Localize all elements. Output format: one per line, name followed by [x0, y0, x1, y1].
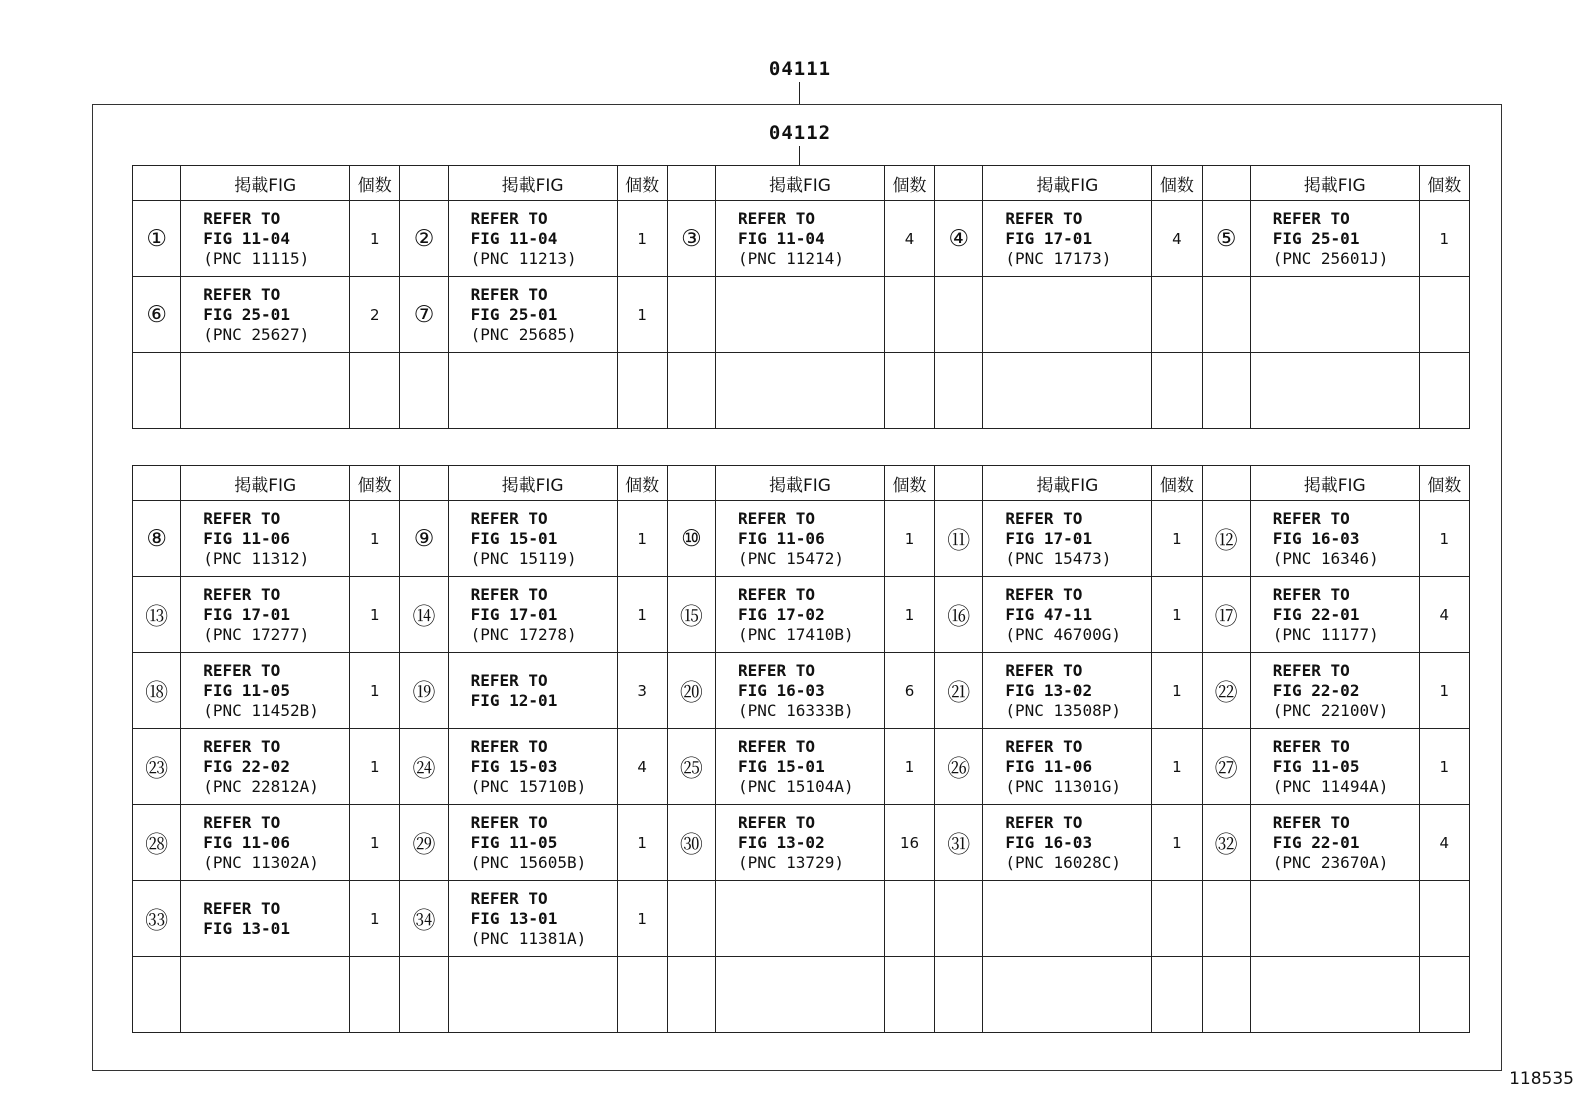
pnc-text: (PNC 15473)	[1005, 548, 1112, 568]
table-row	[133, 201, 1470, 277]
pnc-text: (PNC 15710B)	[470, 776, 587, 796]
fig-reference-cell	[716, 957, 885, 1033]
fig-number-text: FIG 22-01	[1272, 604, 1360, 624]
part-number-circle: ㉛	[935, 805, 983, 881]
pnc-text: (PNC 11115)	[203, 248, 310, 268]
quantity-cell: 1	[617, 881, 667, 957]
fig-number-text: FIG 17-01	[1005, 528, 1093, 548]
quantity-cell: 1	[350, 653, 400, 729]
header-index-cell	[935, 166, 983, 201]
pnc-text: (PNC 25627)	[203, 324, 310, 344]
refer-to-text: REFER TO	[203, 208, 281, 228]
table-row	[133, 957, 1470, 1033]
fig-reference-cell	[1250, 277, 1419, 353]
fig-number-text: FIG 11-04	[203, 228, 290, 248]
quantity-cell: 1	[617, 577, 667, 653]
part-number-circle	[1202, 957, 1250, 1033]
part-number-circle: ②	[400, 201, 448, 277]
part-number-circle: ⑧	[133, 501, 181, 577]
part-number-circle: ㉓	[133, 729, 181, 805]
part-number-circle	[400, 353, 448, 429]
quantity-cell	[884, 881, 934, 957]
fig-number-text: FIG 11-06	[738, 528, 825, 548]
part-number-circle	[667, 957, 715, 1033]
pnc-text: (PNC 11302A)	[203, 852, 319, 872]
quantity-cell	[884, 277, 934, 353]
header-fig: 掲載FIG	[716, 466, 885, 501]
fig-reference-cell	[448, 577, 617, 653]
header-fig: 掲載FIG	[983, 466, 1152, 501]
refer-to-text: REFER TO	[1005, 812, 1083, 832]
fig-number-text: FIG 15-01	[738, 756, 825, 776]
part-number-circle: ⑭	[400, 577, 448, 653]
part-number-circle	[935, 353, 983, 429]
quantity-cell: 1	[1152, 577, 1202, 653]
quantity-cell	[1419, 957, 1469, 1033]
part-number-circle: ㉗	[1202, 729, 1250, 805]
quantity-cell	[1152, 881, 1202, 957]
header-fig: 掲載FIG	[181, 166, 350, 201]
part-number-circle: ⑥	[133, 277, 181, 353]
refer-to-text: REFER TO	[470, 670, 548, 690]
header-qty: 個数	[617, 466, 667, 501]
part-number-circle: ③	[667, 201, 715, 277]
quantity-cell: 1	[884, 729, 934, 805]
table-row	[133, 353, 1470, 429]
header-fig: 掲載FIG	[448, 166, 617, 201]
pnc-text: (PNC 15119)	[470, 548, 577, 568]
quantity-cell: 4	[884, 201, 934, 277]
refer-to-text: REFER TO	[470, 284, 548, 304]
header-qty: 個数	[884, 166, 934, 201]
part-number-circle	[935, 957, 983, 1033]
part-number-circle: ⑱	[133, 653, 181, 729]
header-qty: 個数	[1419, 166, 1469, 201]
refer-to-text: REFER TO	[203, 660, 281, 680]
fig-number-text: FIG 17-01	[1005, 228, 1093, 248]
fig-reference-cell	[1250, 653, 1419, 729]
fig-reference-cell	[181, 353, 350, 429]
fig-reference-cell	[983, 501, 1152, 577]
fig-number-text: FIG 25-01	[470, 304, 558, 324]
fig-number-text: FIG 13-02	[1005, 680, 1093, 700]
quantity-cell: 1	[617, 201, 667, 277]
quantity-cell: 4	[1419, 805, 1469, 881]
refer-to-text: REFER TO	[1005, 660, 1083, 680]
refer-to-text: REFER TO	[738, 584, 816, 604]
pnc-text: (PNC 16333B)	[738, 700, 854, 720]
part-number-circle: ④	[935, 201, 983, 277]
header-fig: 掲載FIG	[1250, 466, 1419, 501]
part-number-circle: ⑰	[1202, 577, 1250, 653]
refer-to-text: REFER TO	[738, 660, 816, 680]
quantity-cell	[350, 957, 400, 1033]
quantity-cell	[884, 957, 934, 1033]
fig-reference-cell	[181, 805, 350, 881]
fig-reference-cell	[181, 577, 350, 653]
quantity-cell: 1	[1152, 729, 1202, 805]
fig-number-text: FIG 16-03	[738, 680, 825, 700]
header-qty: 個数	[617, 166, 667, 201]
fig-reference-cell	[716, 653, 885, 729]
quantity-cell: 1	[350, 501, 400, 577]
pnc-text: (PNC 17277)	[203, 624, 310, 644]
refer-to-text: REFER TO	[1005, 736, 1083, 756]
pnc-text: (PNC 11494A)	[1272, 776, 1389, 796]
quantity-cell: 1	[1152, 501, 1202, 577]
part-number-circle: ⑩	[667, 501, 715, 577]
quantity-cell: 1	[350, 729, 400, 805]
refer-to-text: REFER TO	[470, 584, 548, 604]
pnc-text: (PNC 17278)	[470, 624, 577, 644]
part-number-circle: ㉘	[133, 805, 181, 881]
quantity-cell: 1	[884, 577, 934, 653]
quantity-cell: 1	[1419, 501, 1469, 577]
part-number-circle: ㉙	[400, 805, 448, 881]
leader-line-inner	[799, 146, 800, 166]
table-row	[133, 729, 1470, 805]
part-number-circle	[935, 881, 983, 957]
part-number-circle	[400, 957, 448, 1033]
header-qty: 個数	[1419, 466, 1469, 501]
pnc-text: (PNC 15472)	[738, 548, 844, 568]
parts-table-top	[132, 165, 1470, 429]
fig-reference-cell	[983, 881, 1152, 957]
quantity-cell: 1	[1419, 201, 1469, 277]
fig-number-text: FIG 11-04	[470, 228, 558, 248]
quantity-cell	[1152, 277, 1202, 353]
fig-reference-cell	[983, 729, 1152, 805]
pnc-text: (PNC 25685)	[470, 324, 577, 344]
quantity-cell: 4	[617, 729, 667, 805]
part-number-circle: ⑨	[400, 501, 448, 577]
assembly-label-outer: 04111	[768, 58, 832, 80]
quantity-cell	[1152, 957, 1202, 1033]
fig-reference-cell	[448, 805, 617, 881]
refer-to-text: REFER TO	[738, 208, 816, 228]
part-number-circle	[133, 957, 181, 1033]
part-number-circle: ㉕	[667, 729, 715, 805]
fig-number-text: FIG 11-05	[470, 832, 558, 852]
part-number-circle: ⑫	[1202, 501, 1250, 577]
header-fig: 掲載FIG	[1250, 166, 1419, 201]
quantity-cell: 1	[1419, 653, 1469, 729]
header-index-cell	[1202, 166, 1250, 201]
table-row	[133, 881, 1470, 957]
refer-to-text: REFER TO	[738, 812, 816, 832]
fig-reference-cell	[448, 653, 617, 729]
fig-reference-cell	[181, 277, 350, 353]
fig-reference-cell	[716, 201, 885, 277]
quantity-cell	[1419, 277, 1469, 353]
part-number-circle: ㉒	[1202, 653, 1250, 729]
fig-reference-cell	[181, 729, 350, 805]
part-number-circle: ㉑	[935, 653, 983, 729]
quantity-cell	[1419, 353, 1469, 429]
fig-reference-cell	[181, 501, 350, 577]
part-number-circle	[133, 353, 181, 429]
part-number-circle	[667, 277, 715, 353]
pnc-text: (PNC 22100V)	[1272, 700, 1389, 720]
fig-reference-cell	[983, 577, 1152, 653]
fig-number-text: FIG 25-01	[1272, 228, 1360, 248]
pnc-text: (PNC 46700G)	[1005, 624, 1121, 644]
pnc-text: (PNC 17173)	[1005, 248, 1112, 268]
part-number-circle: ㉞	[400, 881, 448, 957]
fig-reference-cell	[983, 653, 1152, 729]
header-qty: 個数	[350, 166, 400, 201]
part-number-circle: ⑬	[133, 577, 181, 653]
refer-to-text: REFER TO	[203, 508, 281, 528]
part-number-circle: ㉝	[133, 881, 181, 957]
header-fig: 掲載FIG	[983, 166, 1152, 201]
quantity-cell: 1	[1152, 653, 1202, 729]
refer-to-text: REFER TO	[1272, 812, 1350, 832]
quantity-cell: 1	[884, 501, 934, 577]
fig-number-text: FIG 16-03	[1272, 528, 1360, 548]
header-index-cell	[1202, 466, 1250, 501]
header-index-cell	[133, 166, 181, 201]
fig-number-text: FIG 17-01	[470, 604, 558, 624]
fig-number-text: FIG 11-05	[1272, 756, 1360, 776]
pnc-text: (PNC 11301G)	[1005, 776, 1121, 796]
quantity-cell: 1	[350, 201, 400, 277]
part-number-circle: ①	[133, 201, 181, 277]
fig-reference-cell	[1250, 577, 1419, 653]
fig-reference-cell	[716, 577, 885, 653]
figure-number: 118535	[1509, 1069, 1574, 1089]
refer-to-text: REFER TO	[1005, 584, 1083, 604]
pnc-text: (PNC 22812A)	[203, 776, 319, 796]
fig-number-text: FIG 17-02	[738, 604, 825, 624]
part-number-circle: ㉔	[400, 729, 448, 805]
quantity-cell	[884, 353, 934, 429]
pnc-text: (PNC 25601J)	[1272, 248, 1389, 268]
part-number-circle: ⑦	[400, 277, 448, 353]
fig-number-text: FIG 15-03	[470, 756, 558, 776]
quantity-cell: 1	[1419, 729, 1469, 805]
part-number-circle	[1202, 277, 1250, 353]
header-index-cell	[667, 466, 715, 501]
refer-to-text: REFER TO	[203, 898, 281, 918]
refer-to-text: REFER TO	[203, 284, 281, 304]
header-index-cell	[935, 466, 983, 501]
quantity-cell: 1	[350, 577, 400, 653]
part-number-circle: ⑪	[935, 501, 983, 577]
pnc-text: (PNC 17410B)	[738, 624, 854, 644]
fig-number-text: FIG 25-01	[203, 304, 290, 324]
quantity-cell: 1	[350, 881, 400, 957]
pnc-text: (PNC 15605B)	[470, 852, 587, 872]
refer-to-text: REFER TO	[1272, 660, 1350, 680]
fig-reference-cell	[1250, 201, 1419, 277]
fig-number-text: FIG 11-04	[738, 228, 825, 248]
part-number-circle: ㉖	[935, 729, 983, 805]
fig-reference-cell	[181, 653, 350, 729]
part-number-circle: ⑮	[667, 577, 715, 653]
quantity-cell: 1	[1152, 805, 1202, 881]
part-number-circle	[935, 277, 983, 353]
fig-number-text: FIG 11-06	[203, 528, 290, 548]
fig-number-text: FIG 11-05	[203, 680, 290, 700]
part-number-circle	[667, 881, 715, 957]
fig-reference-cell	[181, 957, 350, 1033]
fig-reference-cell	[448, 277, 617, 353]
fig-number-text: FIG 11-06	[203, 832, 290, 852]
refer-to-text: REFER TO	[470, 812, 548, 832]
header-index-cell	[400, 466, 448, 501]
refer-to-text: REFER TO	[1272, 736, 1350, 756]
fig-number-text: FIG 13-02	[738, 832, 825, 852]
quantity-cell	[1152, 353, 1202, 429]
fig-reference-cell	[1250, 881, 1419, 957]
fig-number-text: FIG 15-01	[470, 528, 558, 548]
fig-number-text: FIG 13-01	[470, 908, 558, 928]
fig-number-text: FIG 13-01	[203, 918, 290, 938]
fig-reference-cell	[983, 353, 1152, 429]
refer-to-text: REFER TO	[203, 812, 281, 832]
fig-number-text: FIG 12-01	[470, 690, 558, 710]
part-number-circle	[1202, 353, 1250, 429]
fig-reference-cell	[1250, 501, 1419, 577]
part-number-circle	[667, 353, 715, 429]
fig-reference-cell	[1250, 805, 1419, 881]
fig-reference-cell	[716, 277, 885, 353]
fig-reference-cell	[983, 957, 1152, 1033]
quantity-cell: 3	[617, 653, 667, 729]
pnc-text: (PNC 11214)	[738, 248, 844, 268]
table-row	[133, 577, 1470, 653]
table-header-row	[133, 466, 1470, 501]
fig-reference-cell	[181, 201, 350, 277]
fig-reference-cell	[1250, 729, 1419, 805]
quantity-cell: 4	[1419, 577, 1469, 653]
pnc-text: (PNC 11213)	[470, 248, 577, 268]
table-row	[133, 805, 1470, 881]
refer-to-text: REFER TO	[1005, 208, 1083, 228]
quantity-cell: 4	[1152, 201, 1202, 277]
fig-number-text: FIG 22-02	[203, 756, 290, 776]
table-row	[133, 501, 1470, 577]
fig-reference-cell	[1250, 353, 1419, 429]
part-number-circle: ⑤	[1202, 201, 1250, 277]
quantity-cell: 2	[350, 277, 400, 353]
pnc-text: (PNC 11177)	[1272, 624, 1379, 644]
header-fig: 掲載FIG	[181, 466, 350, 501]
pnc-text: (PNC 13729)	[738, 852, 844, 872]
assembly-label-inner: 04112	[768, 122, 832, 144]
quantity-cell: 1	[617, 277, 667, 353]
header-fig: 掲載FIG	[716, 166, 885, 201]
part-number-circle: ㉚	[667, 805, 715, 881]
refer-to-text: REFER TO	[1272, 508, 1350, 528]
refer-to-text: REFER TO	[470, 736, 548, 756]
part-number-circle	[1202, 881, 1250, 957]
refer-to-text: REFER TO	[738, 736, 816, 756]
fig-reference-cell	[448, 729, 617, 805]
pnc-text: (PNC 15104A)	[738, 776, 854, 796]
parts-table-bottom	[132, 465, 1470, 1033]
quantity-cell: 16	[884, 805, 934, 881]
refer-to-text: REFER TO	[738, 508, 816, 528]
pnc-text: (PNC 11312)	[203, 548, 310, 568]
refer-to-text: REFER TO	[470, 208, 548, 228]
quantity-cell: 6	[884, 653, 934, 729]
part-number-circle: ⑯	[935, 577, 983, 653]
header-index-cell	[667, 166, 715, 201]
refer-to-text: REFER TO	[470, 508, 548, 528]
fig-reference-cell	[983, 201, 1152, 277]
header-index-cell	[400, 166, 448, 201]
table-row	[133, 653, 1470, 729]
refer-to-text: REFER TO	[203, 736, 281, 756]
fig-number-text: FIG 16-03	[1005, 832, 1093, 852]
fig-number-text: FIG 47-11	[1005, 604, 1093, 624]
pnc-text: (PNC 16028C)	[1005, 852, 1121, 872]
quantity-cell: 1	[617, 805, 667, 881]
part-number-circle: ⑳	[667, 653, 715, 729]
quantity-cell	[617, 957, 667, 1033]
pnc-text: (PNC 23670A)	[1272, 852, 1389, 872]
fig-reference-cell	[448, 201, 617, 277]
refer-to-text: REFER TO	[1272, 584, 1350, 604]
quantity-cell: 1	[617, 501, 667, 577]
part-number-circle: ㉜	[1202, 805, 1250, 881]
header-qty: 個数	[1152, 466, 1202, 501]
fig-reference-cell	[716, 501, 885, 577]
table-header-row	[133, 166, 1470, 201]
header-qty: 個数	[884, 466, 934, 501]
pnc-text: (PNC 11452B)	[203, 700, 319, 720]
quantity-cell: 1	[350, 805, 400, 881]
header-index-cell	[133, 466, 181, 501]
fig-reference-cell	[448, 501, 617, 577]
pnc-text: (PNC 11381A)	[470, 928, 587, 948]
quantity-cell	[350, 353, 400, 429]
fig-reference-cell	[983, 805, 1152, 881]
refer-to-text: REFER TO	[203, 584, 281, 604]
refer-to-text: REFER TO	[470, 888, 548, 908]
part-number-circle: ⑲	[400, 653, 448, 729]
fig-reference-cell	[716, 881, 885, 957]
fig-reference-cell	[716, 805, 885, 881]
quantity-cell	[1419, 881, 1469, 957]
fig-reference-cell	[448, 353, 617, 429]
fig-number-text: FIG 22-01	[1272, 832, 1360, 852]
pnc-text: (PNC 13508P)	[1005, 700, 1121, 720]
leader-line-outer	[799, 82, 800, 104]
fig-number-text: FIG 11-06	[1005, 756, 1093, 776]
fig-reference-cell	[448, 881, 617, 957]
header-qty: 個数	[1152, 166, 1202, 201]
header-fig: 掲載FIG	[448, 466, 617, 501]
pnc-text: (PNC 16346)	[1272, 548, 1379, 568]
fig-number-text: FIG 17-01	[203, 604, 290, 624]
fig-reference-cell	[716, 729, 885, 805]
fig-reference-cell	[181, 881, 350, 957]
fig-reference-cell	[716, 353, 885, 429]
header-qty: 個数	[350, 466, 400, 501]
refer-to-text: REFER TO	[1272, 208, 1350, 228]
fig-reference-cell	[983, 277, 1152, 353]
fig-number-text: FIG 22-02	[1272, 680, 1360, 700]
table-row	[133, 277, 1470, 353]
quantity-cell	[617, 353, 667, 429]
refer-to-text: REFER TO	[1005, 508, 1083, 528]
fig-reference-cell	[1250, 957, 1419, 1033]
fig-reference-cell	[448, 957, 617, 1033]
